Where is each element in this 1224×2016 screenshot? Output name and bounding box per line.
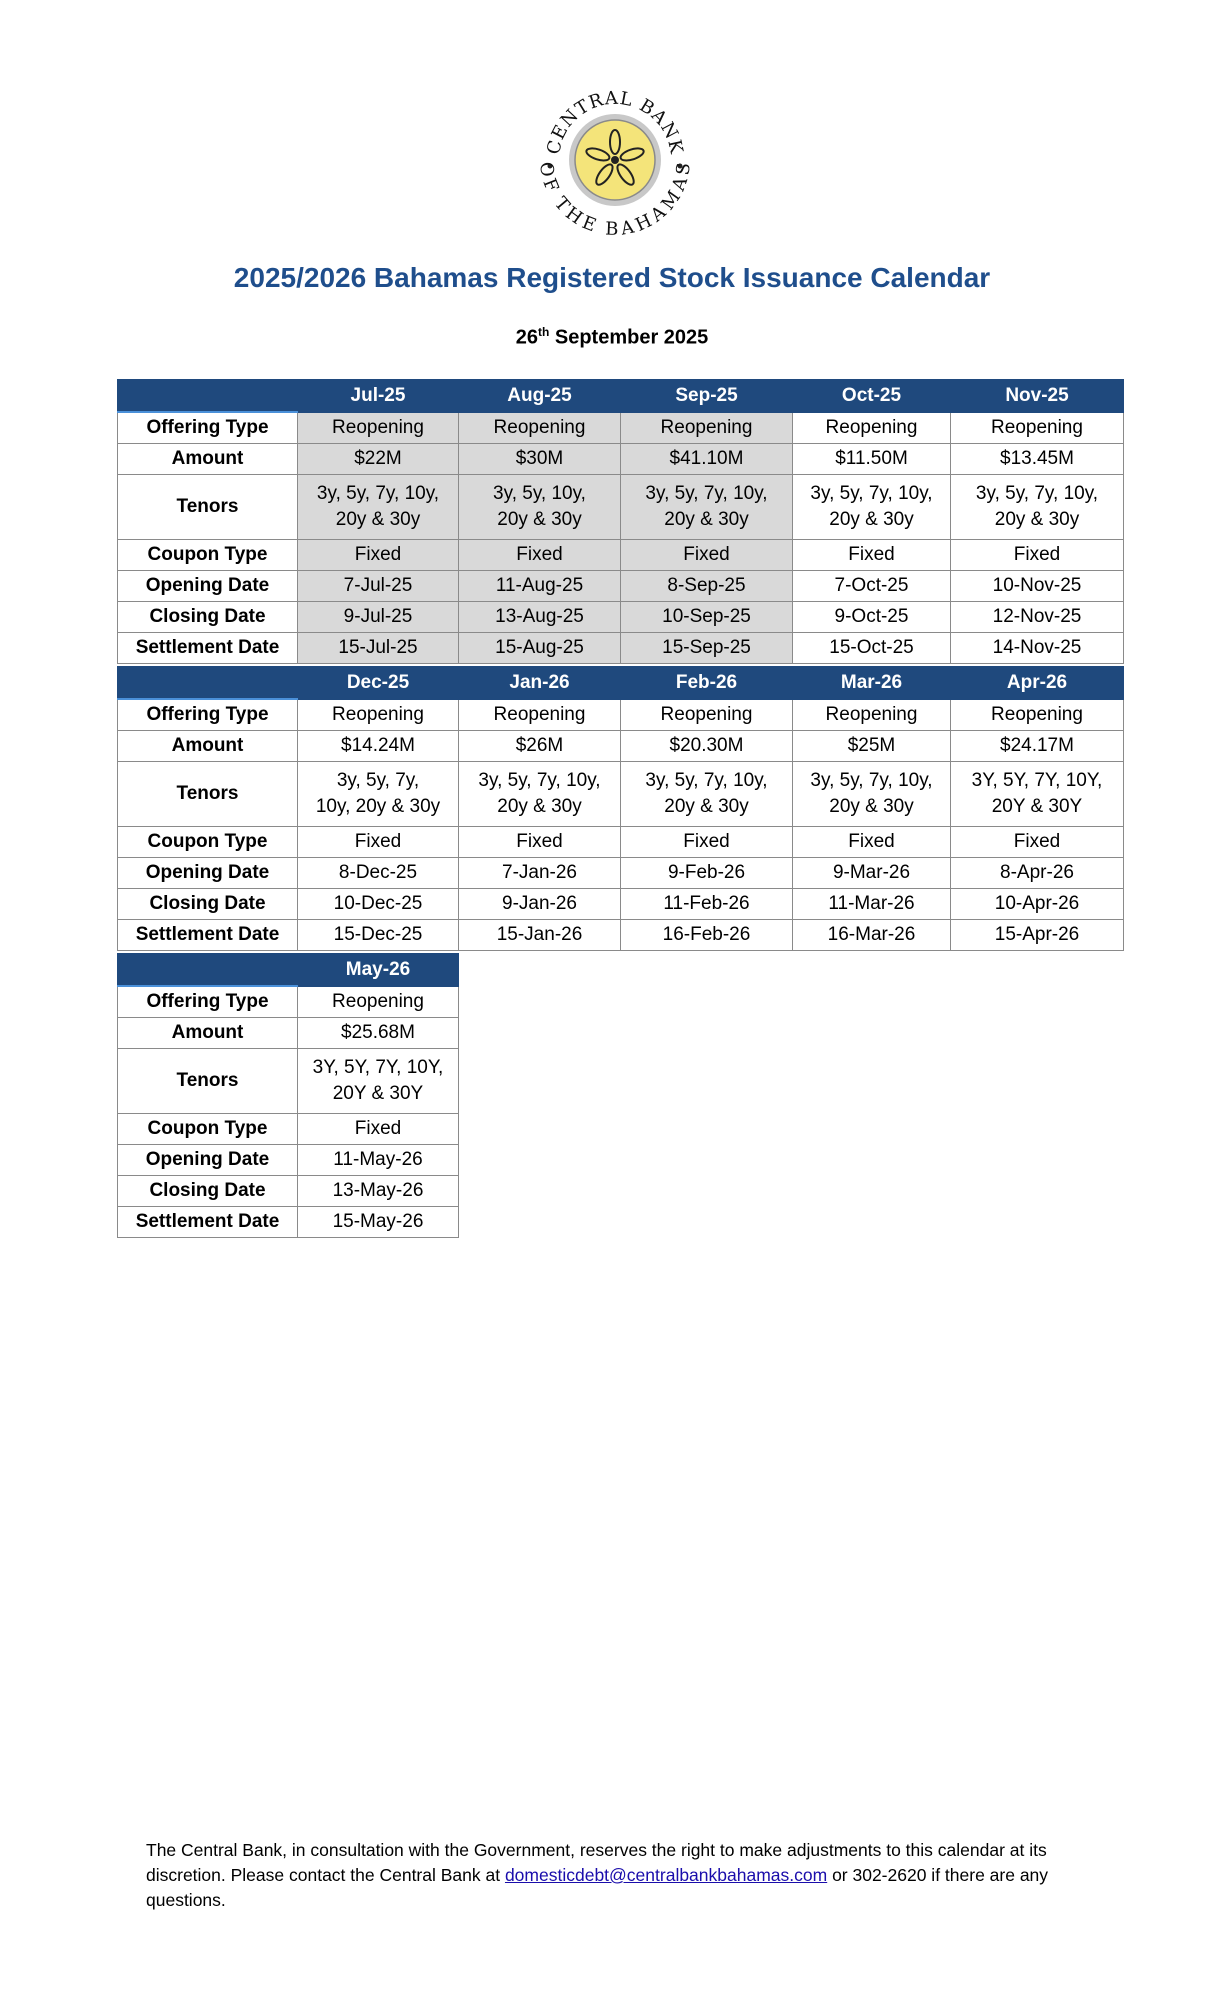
- calendar-table-1: [117, 379, 1124, 664]
- cell: Reopening: [621, 699, 793, 731]
- row-label: Closing Date: [118, 889, 298, 920]
- row-label: Offering Type: [118, 986, 298, 1018]
- row-label: Closing Date: [118, 602, 298, 633]
- row-label: Settlement Date: [118, 1207, 298, 1238]
- cell: 3y, 5y, 7y, 10y, 20y & 30y: [298, 762, 459, 827]
- cell: $25M: [793, 731, 951, 762]
- row-label: Coupon Type: [118, 1114, 298, 1145]
- row-label: Amount: [118, 1018, 298, 1049]
- cell: Fixed: [793, 827, 951, 858]
- month-header: Mar-26: [793, 667, 951, 700]
- cell: 10-Apr-26: [951, 889, 1124, 920]
- svg-text:CENTRAL BANK: CENTRAL BANK: [543, 87, 687, 157]
- cell: 9-Feb-26: [621, 858, 793, 889]
- row-label: Offering Type: [118, 412, 298, 444]
- cell: 3Y, 5Y, 7Y, 10Y, 20Y & 30Y: [951, 762, 1124, 827]
- cell: Fixed: [459, 540, 621, 571]
- row-label: Opening Date: [118, 1145, 298, 1176]
- cell: 15-Aug-25: [459, 633, 621, 664]
- row-label: Tenors: [118, 475, 298, 540]
- cell: Fixed: [621, 827, 793, 858]
- cell: 3y, 5y, 7y, 10y, 20y & 30y: [459, 762, 621, 827]
- cell: 16-Mar-26: [793, 920, 951, 951]
- cell: Reopening: [793, 412, 951, 444]
- row-label: Amount: [118, 731, 298, 762]
- row-label: Opening Date: [118, 571, 298, 602]
- cell: 11-May-26: [298, 1145, 459, 1176]
- cell: 16-Feb-26: [621, 920, 793, 951]
- cell: 3Y, 5Y, 7Y, 10Y, 20Y & 30Y: [298, 1049, 459, 1114]
- cell: 7-Jul-25: [298, 571, 459, 602]
- calendar-table-2: [117, 666, 1124, 951]
- footer-note: The Central Bank, in consultation with the Government, reserves the right to make adjustments to this calendar at its discretion. Please contact the Central Bank at domesticdebt@centralbankbahamas.com or 302-2620 if there are any questions.: [146, 1840, 1049, 1910]
- row-label: Offering Type: [118, 699, 298, 731]
- row-label: Tenors: [118, 1049, 298, 1114]
- document-date: 26th September 2025: [515, 325, 709, 349]
- cell: 13-May-26: [298, 1176, 459, 1207]
- cell: 15-Jul-25: [298, 633, 459, 664]
- cell: $26M: [459, 731, 621, 762]
- cell: Fixed: [298, 540, 459, 571]
- row-label: Closing Date: [118, 1176, 298, 1207]
- cell: 11-Mar-26: [793, 889, 951, 920]
- row-label: Tenors: [118, 762, 298, 827]
- cell: Reopening: [951, 412, 1124, 444]
- svg-text:OF THE BAHAMAS: OF THE BAHAMAS: [535, 160, 695, 240]
- row-label: Amount: [118, 444, 298, 475]
- cell: 13-Aug-25: [459, 602, 621, 633]
- cell: 15-Apr-26: [951, 920, 1124, 951]
- cell: 10-Sep-25: [621, 602, 793, 633]
- page-title: 2025/2026 Bahamas Registered Stock Issuance Calendar: [233, 262, 991, 293]
- cell: 15-Dec-25: [298, 920, 459, 951]
- cell: 7-Jan-26: [459, 858, 621, 889]
- cell: 15-Sep-25: [621, 633, 793, 664]
- month-header: May-26: [298, 954, 459, 987]
- cell: 15-May-26: [298, 1207, 459, 1238]
- cell: $11.50M: [793, 444, 951, 475]
- cell: Reopening: [459, 412, 621, 444]
- cell: 7-Oct-25: [793, 571, 951, 602]
- cell: 3y, 5y, 7y, 10y, 20y & 30y: [951, 475, 1124, 540]
- month-header: Apr-26: [951, 667, 1124, 700]
- cell: 9-Oct-25: [793, 602, 951, 633]
- cell: 3y, 5y, 7y, 10y, 20y & 30y: [298, 475, 459, 540]
- row-label: Coupon Type: [118, 540, 298, 571]
- cell: 8-Sep-25: [621, 571, 793, 602]
- month-header: Jul-25: [298, 380, 459, 413]
- month-header: Jan-26: [459, 667, 621, 700]
- cell: Fixed: [951, 540, 1124, 571]
- month-header: Feb-26: [621, 667, 793, 700]
- cell: Fixed: [298, 1114, 459, 1145]
- cell: $14.24M: [298, 731, 459, 762]
- cell: 11-Aug-25: [459, 571, 621, 602]
- cell: Fixed: [793, 540, 951, 571]
- cell: Reopening: [793, 699, 951, 731]
- month-header: Oct-25: [793, 380, 951, 413]
- month-header: Aug-25: [459, 380, 621, 413]
- cell: Fixed: [298, 827, 459, 858]
- cell: 3y, 5y, 10y, 20y & 30y: [459, 475, 621, 540]
- cell: Reopening: [298, 986, 459, 1018]
- cell: 8-Apr-26: [951, 858, 1124, 889]
- cell: $22M: [298, 444, 459, 475]
- cell: Reopening: [298, 699, 459, 731]
- calendar-table-3: [117, 953, 459, 1238]
- cell: 3y, 5y, 7y, 10y, 20y & 30y: [621, 475, 793, 540]
- cell: $41.10M: [621, 444, 793, 475]
- row-label: Coupon Type: [118, 827, 298, 858]
- cell: Fixed: [951, 827, 1124, 858]
- cell: $24.17M: [951, 731, 1124, 762]
- cell: $25.68M: [298, 1018, 459, 1049]
- cell: 15-Oct-25: [793, 633, 951, 664]
- cell: 11-Feb-26: [621, 889, 793, 920]
- cell: 9-Jul-25: [298, 602, 459, 633]
- cell: 12-Nov-25: [951, 602, 1124, 633]
- cell: 15-Jan-26: [459, 920, 621, 951]
- cell: 3y, 5y, 7y, 10y, 20y & 30y: [793, 762, 951, 827]
- central-bank-logo: [535, 80, 695, 240]
- cell: Reopening: [621, 412, 793, 444]
- cell: 10-Dec-25: [298, 889, 459, 920]
- cell: 3y, 5y, 7y, 10y, 20y & 30y: [621, 762, 793, 827]
- cell: $30M: [459, 444, 621, 475]
- cell: 14-Nov-25: [951, 633, 1124, 664]
- cell: 8-Dec-25: [298, 858, 459, 889]
- cell: Reopening: [951, 699, 1124, 731]
- cell: $13.45M: [951, 444, 1124, 475]
- cell: 10-Nov-25: [951, 571, 1124, 602]
- cell: Reopening: [298, 412, 459, 444]
- contact-email-link[interactable]: domesticdebt@centralbankbahamas.com: [504, 1865, 828, 1885]
- row-label: Opening Date: [118, 858, 298, 889]
- cell: 3y, 5y, 7y, 10y, 20y & 30y: [793, 475, 951, 540]
- cell: Fixed: [621, 540, 793, 571]
- month-header: Sep-25: [621, 380, 793, 413]
- cell: 9-Jan-26: [459, 889, 621, 920]
- row-label: Settlement Date: [118, 920, 298, 951]
- month-header: Dec-25: [298, 667, 459, 700]
- cell: 9-Mar-26: [793, 858, 951, 889]
- row-label: Settlement Date: [118, 633, 298, 664]
- month-header: Nov-25: [951, 380, 1124, 413]
- cell: Fixed: [459, 827, 621, 858]
- cell: Reopening: [459, 699, 621, 731]
- cell: $20.30M: [621, 731, 793, 762]
